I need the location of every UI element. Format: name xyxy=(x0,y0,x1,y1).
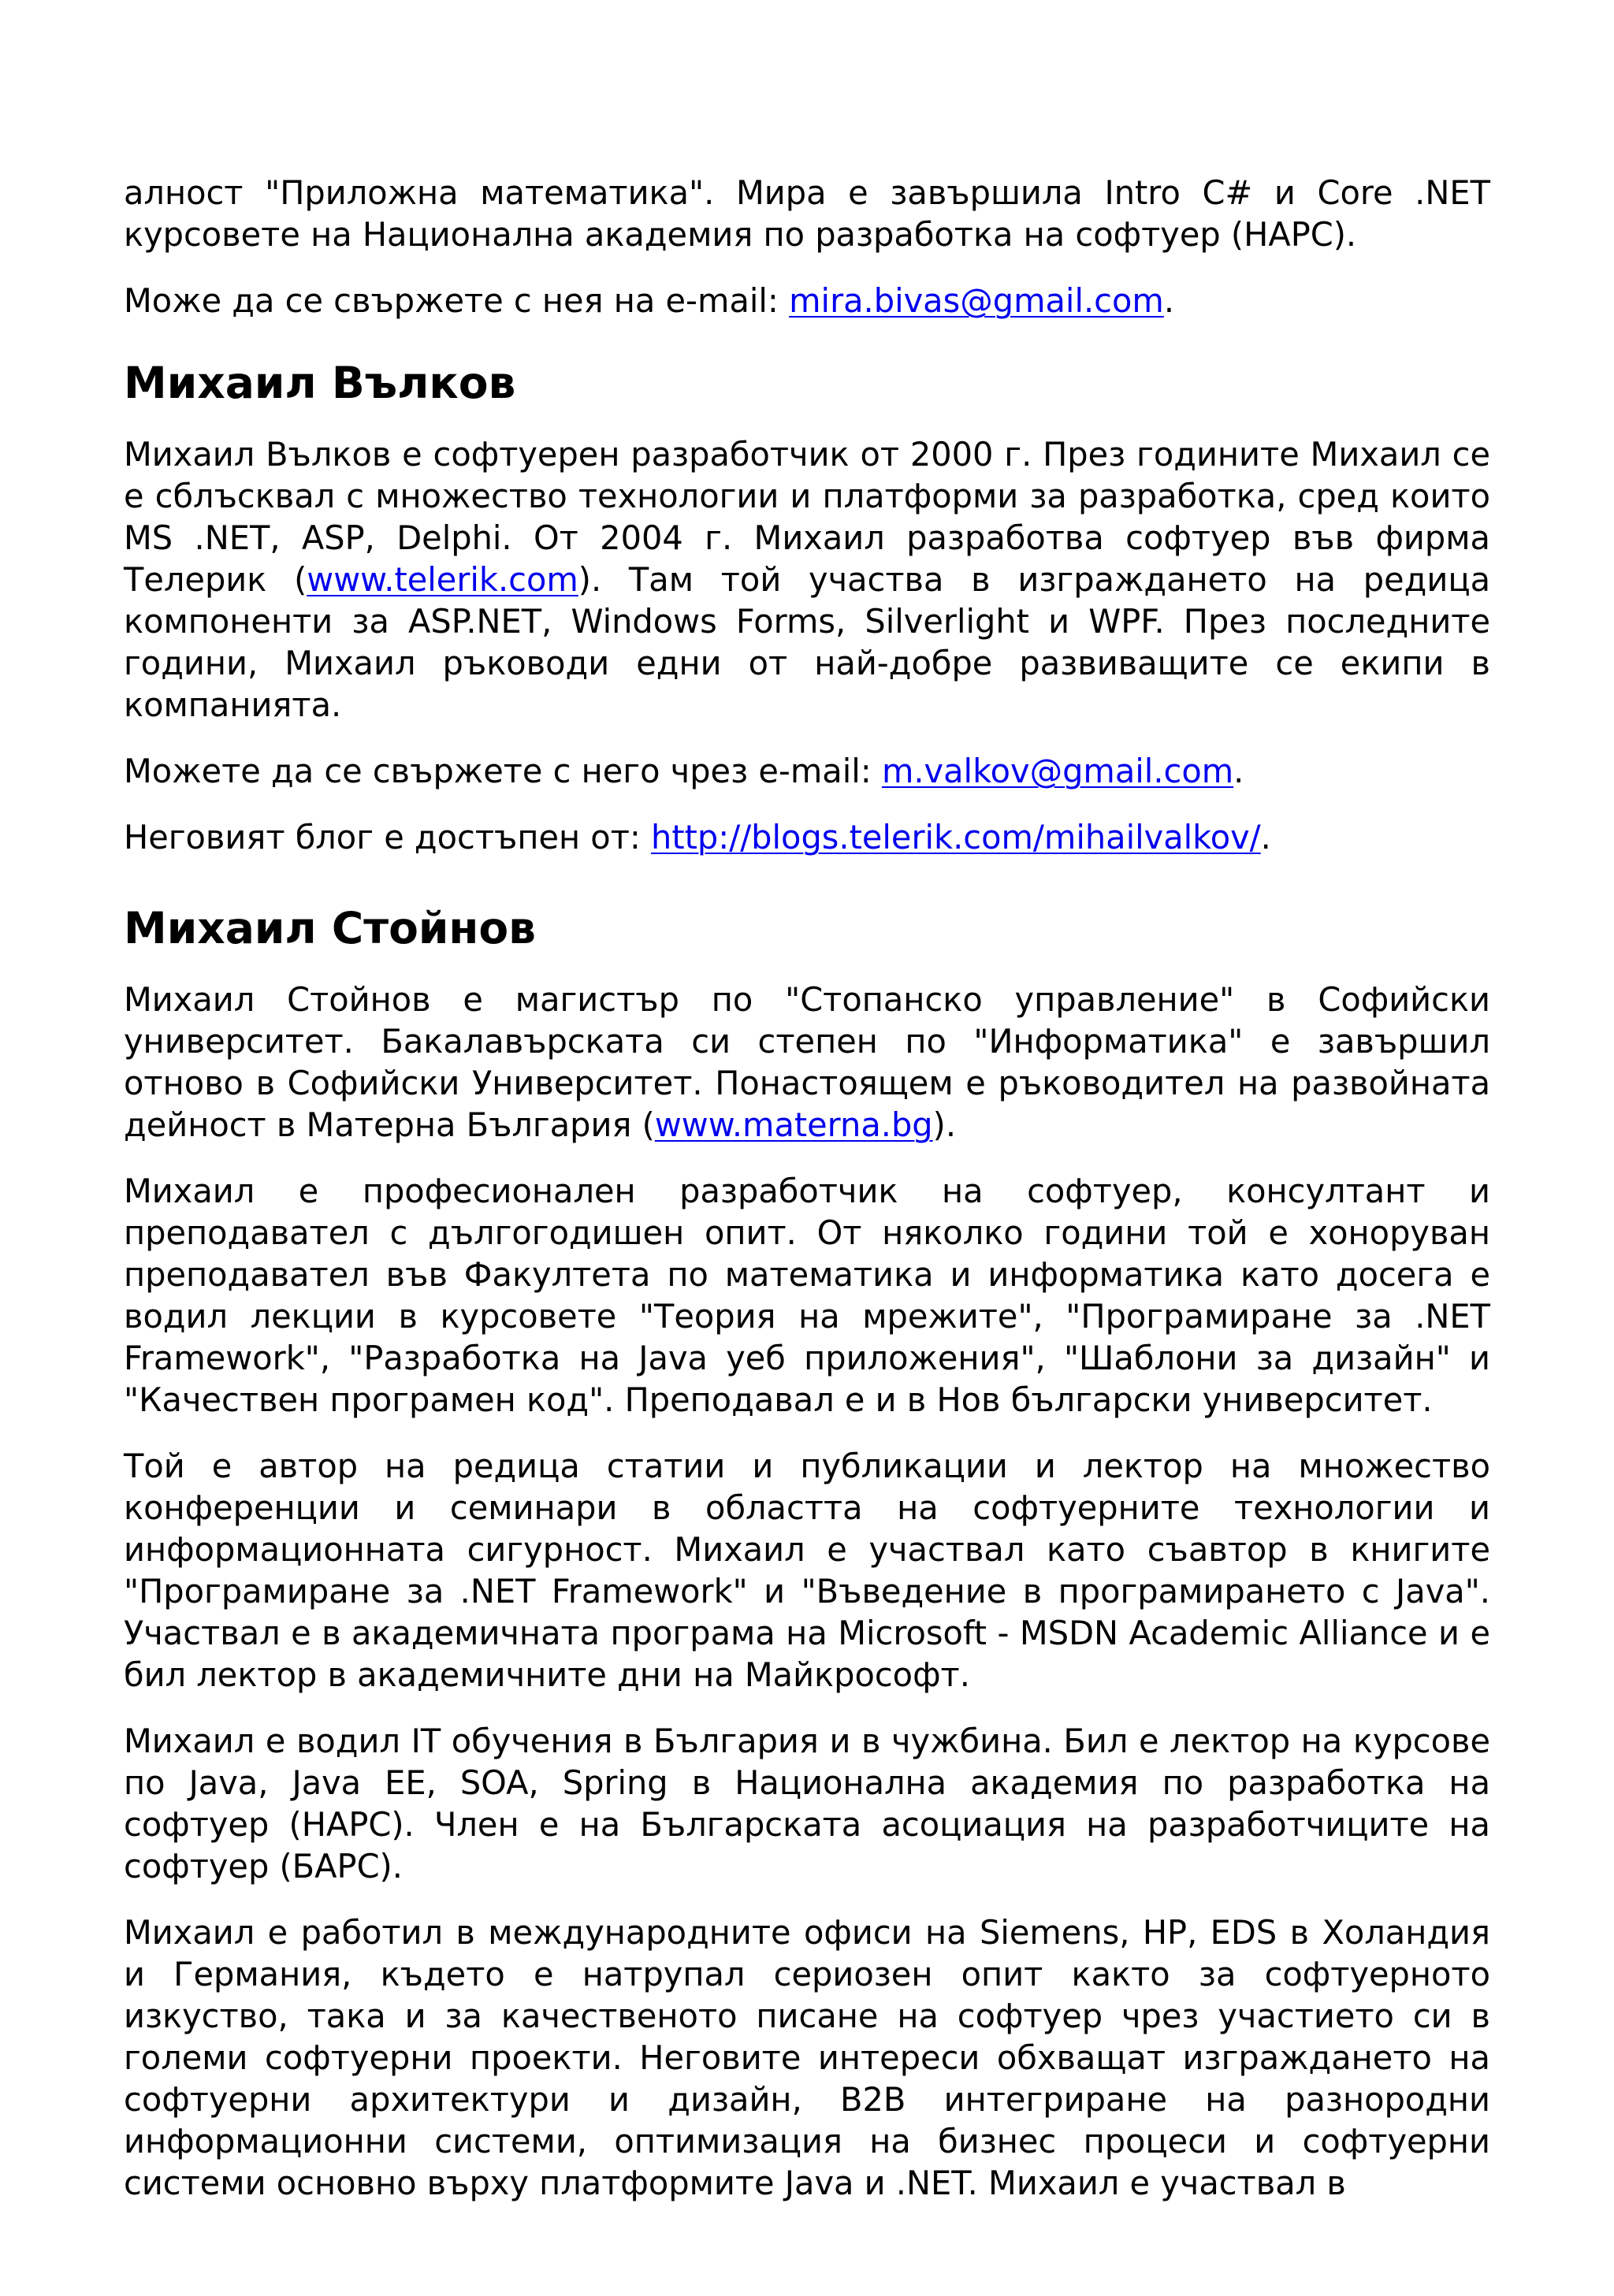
stoynov-paragraph-5: Михаил е работил в международните офиси на Siemens, HP, EDS в Холандия и Германия, където е натрупал сериозен опит както за софтуерното изкуство, така и за качественото писане на софтуер чрез участието си в големи софтуерни проекти. Неговите интереси обхващат изграждането на софтуерни архитектури и дизайн, B2B интегриране на разнородни информационни системи, оптимизация на бизнес процеси и софтуерни системи основно върху платформите Java и .NET. Михаил е участвал в xyxy=(124,1913,1490,2202)
valkov-heading: Михаил Вълков xyxy=(124,358,516,408)
valkov-email-line xyxy=(124,750,1490,792)
stoynov-paragraph-2: Михаил е професионален разработчик на софтуер, консултант и преподавател с дългогодишен опит. От няколко години той е хоноруван преподавател във Факултета по математика и информатика като досега е водил лекции в курсовете "Теория на мрежите", "Програмиране за .NET Framework", "Разработка на Java уеб приложения", "Шаблони за дизайн" и "Качествен програмен код". Преподавал е и в Нов български университет. xyxy=(124,1172,1490,1419)
materna-link[interactable]: www.materna.bg xyxy=(654,1105,933,1144)
mira-contact-line xyxy=(124,280,1490,321)
intro-text: алност "Приложна математика". Мира е завършила Intro C# и Core .NET курсовете на Национална академия по разработка на софтуер (НАРС). xyxy=(124,173,1490,254)
valkov-bio xyxy=(124,433,1490,726)
valkov-blog-prefix: Неговият блог е достъпен от: xyxy=(124,818,652,856)
valkov-email-suffix: . xyxy=(1233,752,1244,790)
valkov-blog-link[interactable]: http://blogs.telerik.com/mihailvalkov/ xyxy=(651,818,1261,856)
valkov-email-link[interactable]: m.valkov@gmail.com xyxy=(881,752,1234,790)
valkov-email-prefix: Можете да се свържете с него чрез e-mail: xyxy=(124,752,882,790)
stoynov-paragraph-1 xyxy=(124,979,1490,1146)
stoynov-paragraph-4: Михаил е водил IT обучения в България и в чужбина. Бил е лектор на курсове по Java, Java EE, SOA, Spring в Национална академия по разработка на софтуер (НАРС). Член е на Българската асоциация на разработчиците на софтуер (БАРС). xyxy=(124,1722,1490,1885)
stoynov-p1-part1: Михаил Стойнов е магистър по "Стопанско управление" в Софийски университет. Бакалавърската си степен по "Информатика" е завършил отново в Софийски Университет. Понастоящем е ръководител на развойната дейност в Матерна България ( xyxy=(124,980,1490,1144)
stoynov-heading: Михаил Стойнов xyxy=(124,903,536,953)
document-page xyxy=(124,172,1490,2228)
mira-contact-suffix: . xyxy=(1163,281,1175,320)
stoynov-paragraph-3: Той е автор на редица статии и публикации и лектор на множество конференции и семинари в областта на софтуерните технологии и информационната сигурност. Михаил е участвал като съавтор в книгите "Програмиране за .NET Framework" и "Въведение в програмирането с Java". Участвал е в академичната програма на Microsoft - MSDN Academic Alliance и е бил лектор в академичните дни на Майкрософт. xyxy=(124,1447,1490,1694)
mira-email-link[interactable]: mira.bivas@gmail.com xyxy=(789,281,1164,320)
stoynov-p1-part2: ). xyxy=(932,1105,957,1144)
valkov-bio-part2: ). Там той участва в изграждането на редица компоненти за ASP.NET, Windows Forms, Silverlight и WPF. През последните години, Михаил ръководи едни от най-добре развиващите се екипи в компанията. xyxy=(124,560,1491,724)
intro-paragraph xyxy=(124,172,1490,255)
mira-contact-prefix: Може да се свържете с нея на e-mail: xyxy=(124,281,790,320)
valkov-blog-suffix: . xyxy=(1260,818,1271,856)
valkov-bio-part1: Михаил Вълков е софтуерен разработчик от 2000 г. През годините Михаил се е сблъсквал с множество технологии и платформи за разработка, сред които MS .NET, ASP, Delphi. От 2004 г. Михаил разработва софтуер във фирма Телерик ( xyxy=(124,435,1490,599)
valkov-blog-line xyxy=(124,816,1490,858)
telerik-link[interactable]: www.telerik.com xyxy=(307,560,578,599)
